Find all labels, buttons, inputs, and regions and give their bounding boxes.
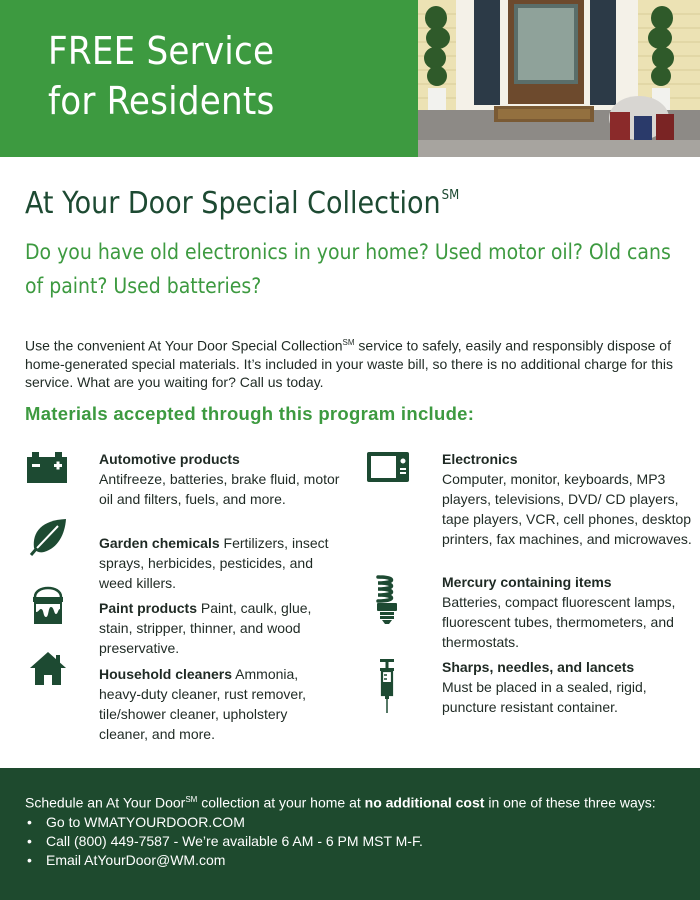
contact-email: • Email AtYourDoor@WM.com	[25, 851, 675, 870]
material-name: Paint products	[99, 600, 198, 616]
contact-ways-list	[25, 813, 675, 870]
page-title-text: At Your Door Special Collection	[25, 186, 441, 221]
service-mark: SM	[185, 795, 198, 804]
hero-title	[48, 26, 274, 126]
footer-intro-b: collection at your home at	[197, 794, 365, 811]
footer-intro	[25, 790, 675, 813]
service-mark: SM	[441, 188, 460, 203]
hero-title-line-1: FREE Service	[48, 29, 275, 73]
material-electronics	[442, 449, 692, 549]
subheading-question: Do you have old electronics in your home? Used motor oil? Old cans of paint? Used batteries?	[25, 240, 671, 298]
service-mark: SM	[342, 338, 355, 347]
intro-text-2: service to safely, easily and responsibly dispose of home-generated special materials. It’s included in your waste bill, so there is no additional charge for this service. What are you waiting for? Call us today.	[25, 337, 673, 390]
syringe-icon	[378, 658, 396, 714]
material-garden	[99, 533, 339, 593]
material-desc: Must be placed in a sealed, rigid, puncture resistant container.	[442, 679, 647, 715]
leaf-icon	[28, 518, 68, 556]
footer-intro-a: Schedule an At Your Door	[25, 794, 186, 811]
material-sharps	[442, 657, 687, 717]
paint-can-icon	[31, 583, 65, 625]
material-name: Garden chemicals	[99, 535, 220, 551]
cfl-bulb-icon	[374, 575, 400, 625]
material-automotive	[99, 449, 349, 509]
contact-phone: • Call (800) 449-7587 - We’re available 6 AM - 6 PM MST M-F.	[25, 832, 675, 851]
material-paint	[99, 598, 339, 658]
intro-text-1: Use the convenient At Your Door Special Collection	[25, 337, 343, 354]
material-desc: Paint, caulk, glue, stain, stripper, thinner, and wood preservative.	[99, 600, 312, 656]
hero-banner	[0, 0, 700, 157]
material-desc: Ammonia, heavy-duty cleaner, rust remover, tile/shower cleaner, upholstery cleaner, and more.	[99, 666, 306, 742]
material-desc: Fertilizers, insect sprays, herbicides, pesticides, and weed killers.	[99, 535, 329, 591]
footer-contact	[0, 768, 700, 900]
material-name: Automotive products	[99, 451, 240, 467]
car-battery-icon	[25, 450, 69, 486]
material-desc: Batteries, compact fluorescent lamps, fluorescent tubes, thermometers, and thermostats.	[442, 594, 676, 650]
hero-title-line-2: for Residents	[48, 79, 275, 123]
material-name: Sharps, needles, and lancets	[442, 659, 635, 675]
footer-intro-c: in one of these three ways:	[484, 794, 656, 811]
material-name: Mercury containing items	[442, 574, 612, 590]
material-household	[99, 664, 339, 744]
material-desc: Antifreeze, batteries, brake fluid, motor oil and filters, fuels, and more.	[99, 471, 340, 507]
television-icon	[366, 451, 410, 483]
intro-paragraph	[25, 334, 680, 391]
contact-website: • Go to WMATYOURDOOR.COM	[25, 813, 675, 832]
material-name: Electronics	[442, 451, 518, 467]
house-icon	[29, 651, 67, 686]
material-desc: Computer, monitor, keyboards, MP3 players, televisions, DVD/ CD players, tape players, VCR, cell phones, desktop printers, fax machines, and microwaves.	[442, 471, 692, 547]
material-name: Household cleaners	[99, 666, 233, 682]
footer-no-cost: no additional cost	[364, 794, 485, 811]
page-title	[25, 186, 459, 221]
material-mercury	[442, 572, 687, 652]
materials-heading: Materials accepted through this program include:	[25, 403, 475, 424]
hero-photo-front-door	[384, 0, 700, 157]
